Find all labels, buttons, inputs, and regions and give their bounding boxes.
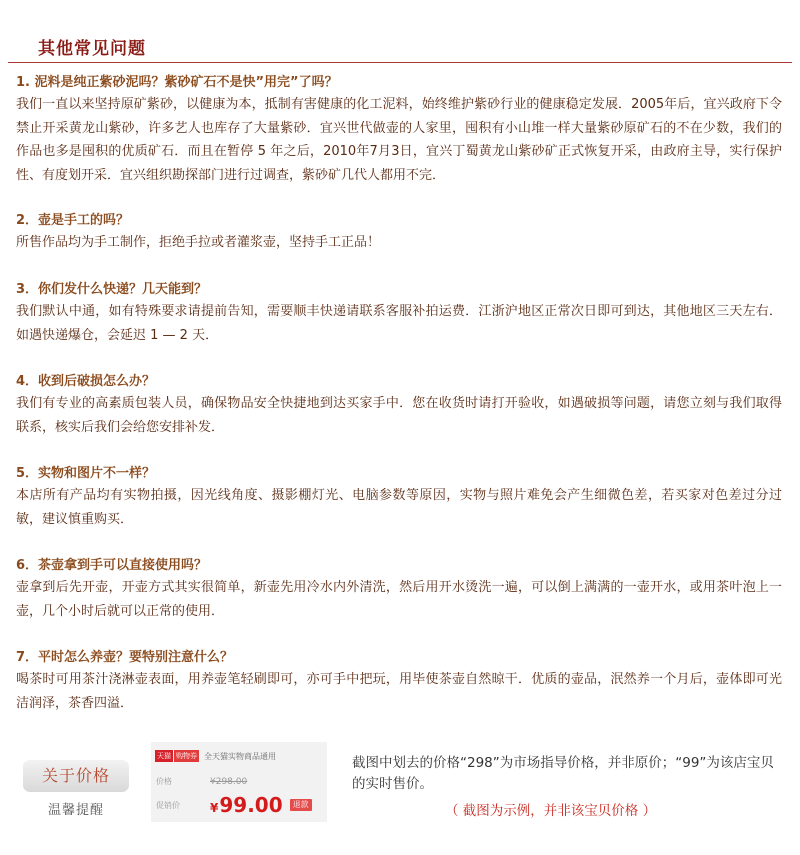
price-screenshot-card — [151, 742, 327, 822]
original-price-row — [156, 776, 247, 787]
faq-answer: 我们一直以来坚持原矿紫砂，以健康为本，抵制有害健康的化工泥料，始终维护紫砂行业的健康稳定发展．2005年后，宜兴政府下令禁止开采黄龙山紫砂，许多艺人也库存了大量紫砂．宜兴世代做壶的人家里，囤积有小山堆一样大量紫砂原矿石的不在少数，我们的作品也多是囤积的优质矿石．而且在暂停 5 年之后，2010年7月3日，宜兴丁蜀黄龙山紫砂矿正式恢复开采，由政府主导，实行保护性、有度划开采．宜兴组织勘探部门进行过调查，紫砂矿几代人都用不完． — [16, 97, 782, 183]
coupon-description: 全天猫实物商品通用 — [204, 751, 276, 761]
about-price-button[interactable]: 关于价格 — [23, 760, 129, 792]
faq-item-1 — [16, 73, 782, 187]
faq-answer: 本店所有产品均有实物拍摄，因光线角度、摄影棚灯光、电脑参数等原因，实物与照片难免会产生细微色差，若买家对色差过分过敏，建议慎重购买． — [16, 488, 782, 527]
price-explanation: 截图中划去的价格“298”为市场指导价格，并非原价；“99”为该店宝贝的实时售价。 — [352, 755, 774, 792]
faq-answer: 我们有专业的高素质包装人员，确保物品安全快捷地到达买家手中．您在收货时请打开验收，如遇破损等问题，请您立刻与我们取得联系，核实后我们会给您安排补发． — [16, 396, 782, 435]
faq-answer: 我们默认中通，如有特殊要求请提前告知，需要顺丰快递请联系客服补拍运费．江浙沪地区正常次日即可到达，其他地区三天左右．如遇快递爆仓，会延迟 1 — 2 天． — [16, 304, 782, 343]
card-tags — [155, 749, 276, 763]
example-disclaimer: （ 截图为示例，并非该宝贝价格 ） — [445, 803, 657, 819]
reminder-label: 温馨提醒 — [47, 803, 104, 818]
faq-item-7 — [16, 648, 782, 715]
promo-price — [210, 793, 283, 817]
coupon-tag: 购物券 — [176, 752, 197, 760]
promo-price-row — [156, 793, 312, 817]
faq-item-2 — [16, 211, 782, 255]
original-price: ¥298.00 — [210, 776, 248, 787]
price-label: 价格 — [156, 777, 172, 786]
faq-answer: 喝茶时可用茶汁浇淋壶表面，用养壶笔轻刷即可，亦可手中把玩，用毕使茶壶自然晾干．优质的壶品，泯然养一个月后，壶体即可光洁润泽，茶香四溢． — [16, 672, 782, 711]
faq-item-5 — [16, 464, 782, 531]
promo-price-value: 99.00 — [219, 793, 283, 817]
faq-answer: 所售作品均为手工制作，拒绝手拉或者灌浆壶，坚持手工正品！ — [16, 235, 381, 250]
page-title: 其他常见问题 — [38, 39, 146, 59]
currency-symbol: ¥ — [210, 801, 219, 815]
faq-answer: 壶拿到后先开壶，开壶方式其实很简单，新壶先用冷水内外清洗，然后用开水烫洗一遍，可以倒上满满的一壶开水，或用茶叶泡上一壶，几个小时后就可以正常的使用． — [16, 580, 782, 619]
faq-item-6 — [16, 556, 782, 623]
faq-question: 5．实物和图片不一样？ — [16, 466, 156, 481]
header-divider — [8, 62, 792, 63]
faq-question: 4．收到后破损怎么办？ — [16, 374, 156, 389]
faq-question: 3．你们发什么快递？几天能到？ — [16, 282, 208, 297]
faq-question: 7．平时怎么养壶？要特别注意什么？ — [16, 650, 234, 665]
tmall-tag: 天猫 — [157, 752, 171, 760]
refund-tag: 退款 — [290, 799, 312, 811]
promo-price-label: 促销价 — [156, 800, 180, 810]
faq-question: 6．茶壶拿到手可以直接使用吗？ — [16, 558, 208, 573]
section-header — [0, 0, 800, 64]
faq-question: 1. 泥料是纯正紫砂泥吗？紫砂矿石不是快”用完”了吗？ — [16, 75, 338, 90]
faq-item-4 — [16, 372, 782, 439]
faq-item-3 — [16, 280, 782, 347]
price-note-section — [0, 738, 800, 838]
faq-question: 2．壶是手工的吗？ — [16, 213, 130, 228]
